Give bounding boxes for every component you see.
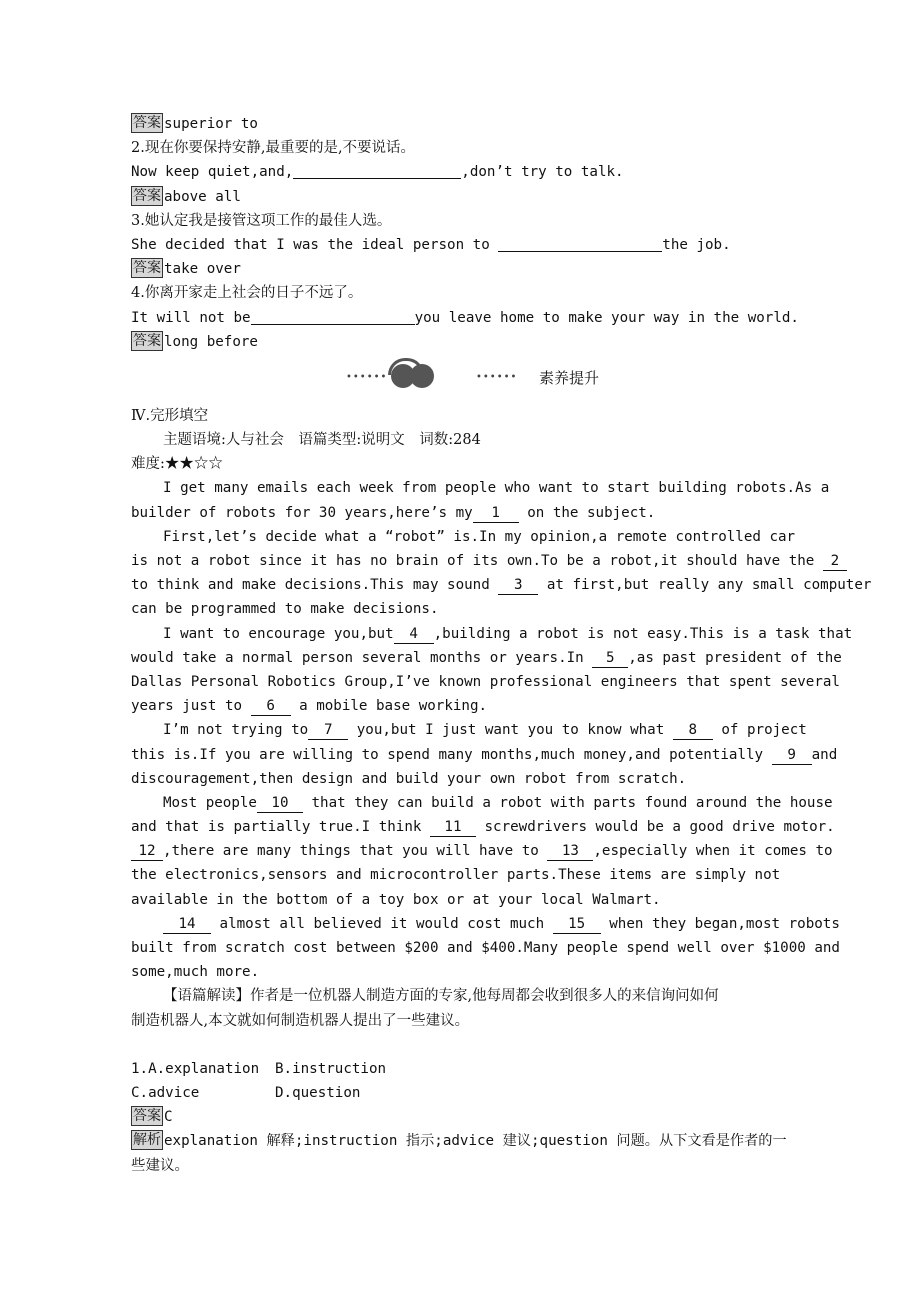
answer-text: take over [164,261,241,278]
question-2-en: Now keep quiet,and, ,don’t try to talk. [131,160,791,184]
blank-number: 10 [257,794,303,813]
blank-number: 12 [131,842,163,861]
passage-line: I want to encourage you,but 4 ,building a robot is not easy.This is a task that [163,625,853,642]
passage-line: I get many emails each week from people who want to start building robots.As a [163,480,830,497]
blank-number: 1 [473,504,519,523]
answer-tag: 答案 [133,260,161,277]
option-b[interactable]: B.instruction [275,1060,387,1077]
passage-line: 12 ,there are many things that you will have to 13 ,especially when it comes to [131,839,791,863]
passage-line: the electronics,sensors and microcontroller parts.These items are simply not [131,867,781,884]
passage-line: discouragement,then design and build your own robot from scratch. [131,770,687,787]
blank-number: 14 [163,915,211,934]
blank-number: 13 [547,842,593,861]
question-1-options [131,1057,791,1081]
passage-line: is not a robot since it has no brain of its own.To be a robot,it should have the 2 [131,549,791,573]
question-4-cn: 4.你离开家走上社会的日子不远了。 [131,285,363,302]
answer-text: long before [164,333,258,350]
blank-number: 8 [673,721,713,740]
answer-text: C [164,1109,173,1126]
answer-tag: 答案 [133,187,161,204]
passage-line: can be programmed to make decisions. [131,601,439,618]
fill-blank[interactable] [251,307,415,325]
answer-line-4 [131,330,791,354]
option-a[interactable]: 1.A.explanation [131,1060,260,1077]
passage-line: 14 almost all believed it would cost much 15 when they began,most robots [131,912,791,936]
blank-number: 7 [308,721,348,740]
passage-line: this is.If you are willing to spend many months,much money,and potentially 9 and [131,746,838,763]
passage-line: I’m not trying to 7 you,but I just want you to know what 8 of project [163,722,807,739]
answer-tag: 答案 [133,332,161,349]
blank-number: 2 [823,552,847,571]
analysis-text: explanation 解释;instruction 指示;advice 建议;question 问题。从下文看是作者的一 [164,1133,787,1150]
question-2-cn: 2.现在你要保持安静,最重要的是,不要说话。 [131,140,416,157]
passage-line: would take a normal person several months or years.In 5 ,as past president of the [131,649,842,666]
answer-line-3 [131,257,791,281]
section-divider [131,358,791,398]
question-1-analysis [131,1129,791,1153]
passage-line: Most people 10 that they can build a robot with parts found around the house [163,794,833,811]
passage-line: to think and make decisions.This may sound 3 at first,but really any small computer [131,577,872,594]
interpretation-line: 【语篇解读】作者是一位机器人制造方面的专家,他每周都会收到很多人的来信询问如何 [163,988,719,1005]
answer-text: superior to [164,116,258,132]
blank-number: 15 [553,915,601,934]
answer-line-1 [131,112,791,136]
blank-number: 6 [251,697,291,716]
blank-number: 3 [498,576,538,595]
blank-number: 4 [394,625,434,644]
section-heading: Ⅳ.完形填空 [131,407,209,424]
fill-blank[interactable] [293,161,461,179]
difficulty: 难度:★★☆☆ [131,456,223,473]
answer-tag: 答案 [133,115,161,131]
passage-line: some,much more. [131,964,260,981]
passage-line: Dallas Personal Robotics Group,I’ve known professional engineers that spent several [131,673,840,690]
dots-decoration: •••••• [476,371,518,383]
logo-circle-icon [410,364,434,388]
interpretation-label: 【语篇解读】 [163,988,250,1005]
question-1-analysis-cont: 些建议。 [131,1157,189,1174]
analysis-tag: 解析 [133,1132,161,1149]
section-banner-title: 素养提升 [539,368,600,387]
passage-line: available in the bottom of a toy box or at your local Walmart. [131,891,661,908]
option-c[interactable]: C.advice [131,1084,200,1101]
answer-tag: 答案 [133,1108,161,1125]
fill-blank[interactable] [498,234,662,252]
answer-line-2 [131,185,791,209]
passage-line: and that is partially true.I think 11 screwdrivers would be a good drive motor. [131,819,835,836]
dots-decoration: •••••• [346,371,388,383]
question-3-en: She decided that I was the ideal person to the job. [131,233,791,257]
passage-line: built from scratch cost between $200 and $400.Many people spend well over $1000 and [131,940,840,956]
blank-number: 5 [592,649,628,668]
answer-text: above all [164,188,241,205]
section-meta: 主题语境:人与社会 语篇类型:说明文 词数:284 [163,432,481,449]
passage-line: years just to 6 a mobile base working. [131,698,488,715]
passage-line: First,let’s decide what a “robot” is.In my opinion,a remote controlled car [163,528,796,545]
question-3-cn: 3.她认定我是接管这项工作的最佳人选。 [131,212,392,229]
interpretation-line: 制造机器人,本文就如何制造机器人提出了一些建议。 [131,1012,470,1029]
blank-number: 11 [430,818,476,837]
question-4-en: It will not be you leave home to make your way in the world. [131,306,791,330]
passage-line: builder of robots for 30 years,here’s my 1 on the subject. [131,504,656,521]
option-d[interactable]: D.question [275,1084,361,1101]
document-page [131,112,872,1178]
question-1-answer [131,1105,791,1129]
question-1-options [131,1081,791,1105]
blank-number: 9 [772,746,812,765]
